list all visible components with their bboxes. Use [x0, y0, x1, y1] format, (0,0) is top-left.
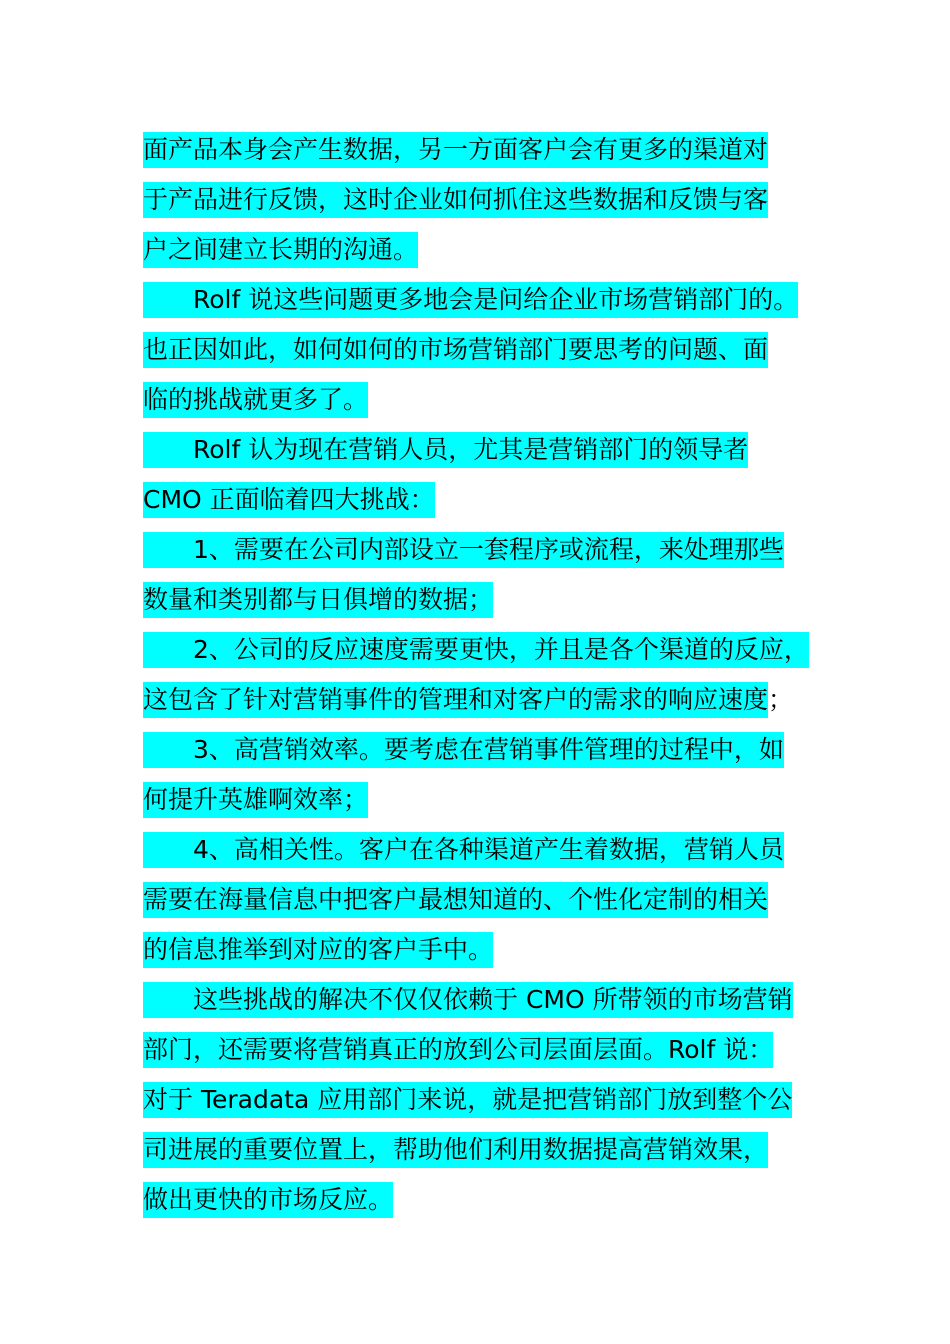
highlighted-text: 户之间建立长期的沟通。	[143, 232, 418, 268]
paragraph-text: Rolf 认为现在营销人员，尤其是营销部门的领导者	[193, 435, 749, 464]
paragraph-text: 2、公司的反应速度需要更快，并且是各个渠道的反应，	[193, 635, 809, 664]
text-line-9	[143, 532, 784, 568]
highlighted-text: 这包含了针对营销事件的管理和对客户的需求的响应速度	[143, 682, 768, 718]
text-line-8	[143, 482, 435, 518]
highlighted-text	[143, 532, 784, 568]
highlighted-text: 对于 Teradata 应用部门来说，就是把营销部门放到整个公	[143, 1082, 792, 1118]
highlighted-text: CMO 正面临着四大挑战：	[143, 482, 435, 518]
highlighted-text	[143, 282, 798, 318]
highlighted-text: 也正因如此，如何如何的市场营销部门要思考的问题、面	[143, 332, 768, 368]
text-line-14	[143, 782, 368, 818]
highlighted-text: 的信息推举到对应的客户手中。	[143, 932, 493, 968]
highlighted-text: 面产品本身会产生数据，另一方面客户会有更多的渠道对	[143, 132, 768, 168]
text-line-13	[143, 732, 784, 768]
paragraph-text: Rolf 说这些问题更多地会是问给企业市场营销部门的。	[193, 285, 799, 314]
paragraph-text: 1、需要在公司内部设立一套程序或流程，来处理那些	[193, 535, 784, 564]
text-line-22	[143, 1182, 393, 1218]
highlighted-text	[143, 982, 793, 1018]
highlighted-text: 需要在海量信息中把客户最想知道的、个性化定制的相关	[143, 882, 768, 918]
text-line-12	[143, 682, 793, 718]
text-line-4	[143, 282, 798, 318]
highlighted-text: 临的挑战就更多了。	[143, 382, 368, 418]
text-line-3	[143, 232, 418, 268]
text-line-5	[143, 332, 768, 368]
text-line-15	[143, 832, 784, 868]
highlighted-text	[143, 832, 784, 868]
text-line-6	[143, 382, 368, 418]
highlighted-text	[143, 632, 809, 668]
highlighted-text	[143, 732, 784, 768]
highlighted-text	[143, 432, 748, 468]
text-line-2	[143, 182, 768, 218]
highlighted-text: 何提升英雄啊效率；	[143, 782, 368, 818]
paragraph-text: 4、高相关性。客户在各种渠道产生着数据，营销人员	[193, 835, 784, 864]
text-line-7	[143, 432, 748, 468]
highlighted-text: 部门，还需要将营销真正的放到公司层面层面。Rolf 说：	[143, 1032, 773, 1068]
text-line-18	[143, 982, 793, 1018]
text-line-16	[143, 882, 768, 918]
text-line-11	[143, 632, 809, 668]
text-line-21	[143, 1132, 768, 1168]
highlighted-text: 做出更快的市场反应。	[143, 1182, 393, 1218]
highlighted-text: 数量和类别都与日俱增的数据；	[143, 582, 493, 618]
trailing-punctuation: ；	[768, 685, 794, 714]
highlighted-text: 司进展的重要位置上，帮助他们利用数据提高营销效果，	[143, 1132, 768, 1168]
paragraph-text: 这些挑战的解决不仅仅依赖于 CMO 所带领的市场营销	[193, 985, 793, 1014]
text-line-19	[143, 1032, 773, 1068]
text-line-10	[143, 582, 493, 618]
paragraph-text: 3、高营销效率。要考虑在营销事件管理的过程中，如	[193, 735, 784, 764]
text-line-20	[143, 1082, 792, 1118]
text-line-17	[143, 932, 493, 968]
text-line-1	[143, 132, 768, 168]
highlighted-text: 于产品进行反馈，这时企业如何抓住这些数据和反馈与客	[143, 182, 768, 218]
